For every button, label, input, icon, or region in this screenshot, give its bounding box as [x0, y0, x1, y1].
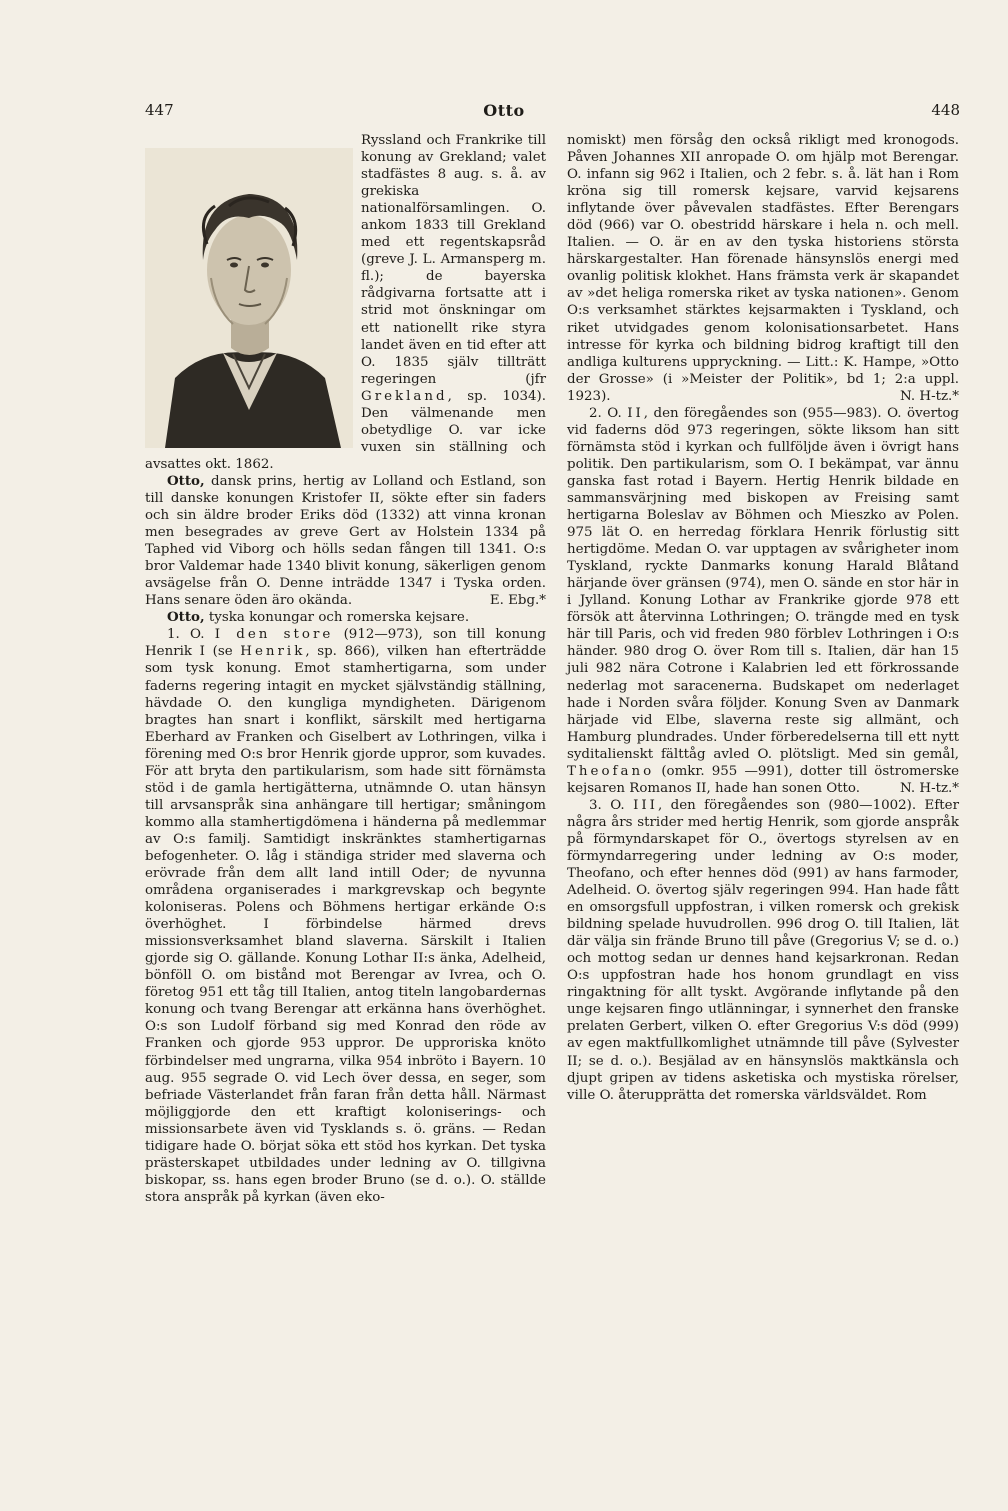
page-number-right: 448: [931, 101, 960, 119]
intro-text: Ryssland och Frankrike till konung av Grekland; valet stadfästes 8 aug. s. å. av grekiska nationalförsamlingen. O. ankom 1833 till Grekland med ett regentskapsråd (greve J. L. Armansperg m. fl.); de bayerska rådgivarna fortsatte att i strid mot önskningar om ett nationellt rike styra landet även en tid efter att O. 1835 själv tillträtt regeringen (jfr: [361, 133, 546, 387]
subentry-text-cont: , sp. 866), vilken han efterträdde som tysk konung. Emot stamhertigarna, som under faderns regering intagit en mycket självständig ställning, hävdade O. den kungliga myndigheten. Därigenom bragtes han snart i konflikt, särskilt med hertigarna Eberhard av Franken och Giselbert av Lothringen, vilka i förening med O:s bror Henrik gjorde uppror, som kuvades. För att bryta den partikularism, som hade sitt förnämsta stöd i de gamla hertigätterna, utnämnde O. utan hänsyn till arvsanspråk sina anhängare till hertigar; småningom kommo alla stamhertigdömena i händerna på medlemmar av O:s familj. Samtidigt inskränktes stamhertigarnas befogenheter. O. låg i ständiga strider med slaverna och erövrade från dem allt land intill Oder; de nyvunna områdena organiserades i markgrevskap och begynte koloniseras. Polens och Böhmens hertigar erkände O:s överhöghet. I förbindelse härmed drevs missionsverksamhet bland slaverna. Särskilt i Italien gjorde sig O. gällande. Konung Lothar II:s änka, Adelheid, bönföll O. om bistånd mot Berengar av Ivrea, och O. företog 951 ett tåg till Italien, antog titeln langobardernas konung och tvang Berengar att erkänna hans överhöghet. O:s son Ludolf förband sig med Konrad den röde av Franken och gjorde 953 uppror. De upproriska knöto förbindelser med ungrarna, vilka 954 inbröto i Bayern. 10 aug. 955 segrade O. vid Lech över dessa, en seger, som befriade Västerlandet från faran från detta håll. Närmast möjliggjorde den ett kraftigt koloniserings- och missionsarbete även vid Tysklands s. ö. gräns. — Redan tidigare hade O. börjat söka ett stöd hos kyrkan. Det tyska prästerskapet utbildades under ledning av O. tillgivna biskopar, ss. hans egen broder Bruno (se d. o.). O. ställde stora anspråk på kyrkan (även eko-: [145, 644, 546, 1205]
right-column: [567, 132, 959, 1104]
subentry-crossref: Theofano: [567, 763, 655, 779]
author-signature: E. Ebg.*: [489, 593, 546, 609]
subentry-number: 2. O.: [589, 405, 628, 421]
author-signature: N. H-tz.*: [900, 780, 959, 796]
subentry-crossref: Henrik: [240, 644, 306, 660]
subentry-text: (912—973), son till konung Henrik I (se: [145, 627, 546, 660]
entry-headword: Otto,: [167, 609, 205, 626]
subentry-otto-2: [567, 405, 959, 797]
subentry-text: , den föregåendes son (955—983). O. övertog vid faderns död 973 regeringen, sökte liksom han sitt förnämsta stöd i kyrkan och fullföljde även i övrigt hans politik. Den partikularism, som O. I bekämpat, var ännu ganska fast rotad i Bayern. Hertig Henrik bildade en sammansvärjning med biskopen av Freising samt hertigarna Boleslav av Böhmen och Mieszko av Polen. 975 lät O. en herredag förklara Henrik förlustig sitt hertigdöme. Medan O. var upptagen av svårigheter inom Tyskland, ryckte Danmarks konung Harald Blåtand härjande över gränsen (974), men O. sände en stor här in i Jylland. Konung Lothar av Frankrike gjorde 978 ett försök att återvinna Lothringen; O. trängde med en tysk här till Paris, och vid freden 980 förblev Lothringen i O:s händer. 980 drog O. över Rom till s. Italien, där han 15 juli 982 nära Cotrone i Kalabrien led ett förkrossande nederlag mot saracenerna. Budskapet om nederlaget hade i Norden svåra följder. Konung Sven av Danmark härjade vid Elbe, slaverna reste sig allmänt, och Hamburg plundrades. Under förberedelserna till ett nytt syditalienskt fälttåg avled O. plötsligt. Med sin gemål,: [567, 405, 960, 762]
subentry-number: 3. O.: [589, 797, 634, 813]
intro-text-end: , sp. 1034). Den välmenande men obetydlige O. var icke vuxen sin ställning och avsattes okt. 1862.: [145, 388, 546, 472]
entry-body: dansk prins, hertig av Lolland och Estland, son till danske konungen Kristofer II, sökte efter sin faders och sin äldre broder Eriks död (1332) att vinna kronan men besegrades av greve Gert av Holstein 1334 på Taphed vid Viborg och hölls sedan fången till 1341. O:s bror Valdemar hade 1340 blivit konung, säkerligen genom avsägelse från O. Denne inträdde 1347 i Tyska orden. Hans senare öden äro okända.: [145, 473, 546, 609]
subentry-name: I den store: [214, 627, 334, 643]
subentry-otto-1: [145, 626, 546, 1206]
subentry-text-cont: (omkr. 955 —991), dotter till östromerske kejsaren Romanos II, hade han sonen Otto.: [567, 763, 959, 796]
subentry-otto-3: [567, 797, 959, 1104]
page-number-left: 447: [145, 101, 174, 119]
page-title: Otto: [483, 101, 525, 120]
author-signature: N. H-tz.*: [900, 388, 959, 404]
portrait-image: [145, 148, 353, 448]
left-column: [145, 132, 546, 1206]
subentry-number: 1. O.: [167, 627, 215, 643]
continuation-text: nomiskt) men försåg den också rikligt med kronogods. Påven Johannes XII anropade O. om hjälp mot Berengar. O. infann sig 962 i Italien, och 2 febr. s. å. lät han i Rom kröna sig till romersk kejsare, varvid kejsarens inflytande över påvevalen stadfästes. Efter Berengars död (966) var O. obestridd härskare i hela n. och mell. Italien. — O. är en av den tyska historiens största härskargestalter. Han förenade hänsynslös energi med ovanlig politisk klokhet. Hans främsta verk är skapandet av »det heliga romerska riket av tyska nationen». Genom O:s verksamhet stärktes kejsarmakten i Tyskland, och riket utvidgades genom kolonisationsarbetet. Hans intresse för kyrka och bildning bidrog kraftigt till den andliga kulturens uppryckning. — Litt.: K. Hampe, »Otto der Grosse» (i »Meister der Politik», bd 1; 2:a uppl. 1923).: [567, 133, 959, 404]
subentry-text: , den föregåendes son (980—1002). Efter några års strider med hertig Henrik, som gjorde anspråk på förmyndarskapet för O., övertogs styrelsen av en förmyndarregering under ledning av O:s moder, Theofano, och efter hennes död (991) av hans farmoder, Adelheid. O. övertog själv regeringen 994. Han hade fått en omsorgsfull uppfostran, i vilken romersk och grekisk bildning spelade huvudrollen. 996 drog O. till Italien, lät där välja sin frände Bruno till påve (Gregorius V; se d. o.) och mottog sedan ur dennes hand kejsarkronan. Redan O:s uppfostran hade hos honom grundlagt en viss ringaktning för allt tyskt. Avgörande inflytande på den unge kejsaren fingo utlänningar, i synnerhet den franske prelaten Gerbert, vilken O. efter Gregorius V:s död (999) av egen maktfullkomlighet utnämnde till påve (Sylvester II; se d. o.). Besjälad av en hänsynslös maktkänsla och djupt gripen av tidens asketiska och mystiska rörelser, ville O. återupprätta det romerska världsväldet. Rom: [567, 797, 959, 1103]
subentry-name: III: [633, 797, 658, 813]
entry-headword: Otto,: [167, 472, 205, 489]
intro-crossref: Grekland: [361, 388, 448, 404]
otto-1-continuation: [567, 132, 959, 405]
subentry-name: II: [627, 405, 644, 421]
entry-otto-dansk: [145, 473, 546, 609]
entry-body: tyska konungar och romerska kejsare.: [204, 610, 470, 626]
portrait-engraving: [145, 148, 353, 448]
entry-otto-tyska: [145, 609, 546, 626]
